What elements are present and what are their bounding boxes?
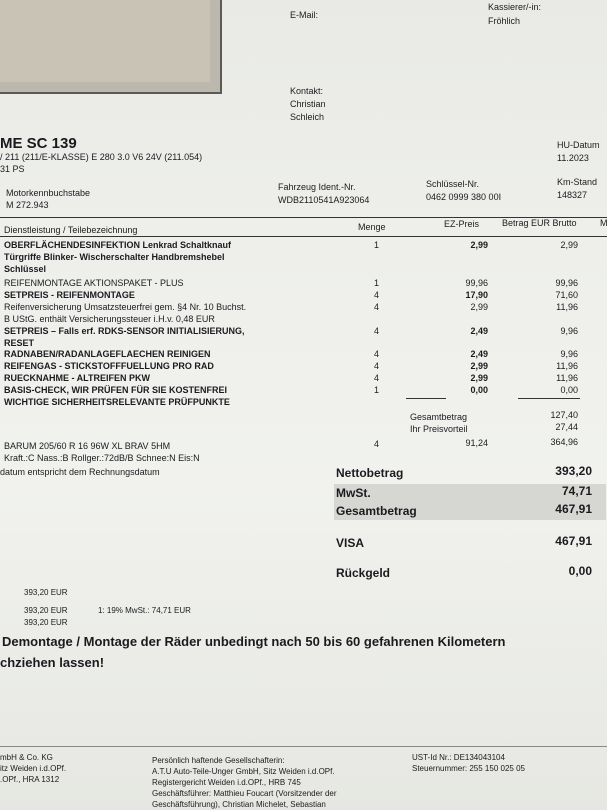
item-desc: SETPREIS - REIFENMONTAGE [4, 290, 135, 300]
tax-line-3: 393,20 EUR [24, 618, 68, 627]
visa-label: VISA [336, 536, 365, 550]
footer-left-3: .OPf., HRA 1312 [0, 775, 60, 784]
tax-line-2a: 393,20 EUR [24, 606, 68, 615]
item-qty: 4 [374, 361, 380, 371]
col-service: Dienstleistung / Teilebezeichnung [4, 225, 138, 235]
item-qty: 1 [374, 385, 380, 395]
footer-right-2: Steuernummer: 255 150 025 05 [412, 764, 525, 773]
item-total: 11,96 [556, 361, 578, 371]
item-price: 0,00 [470, 385, 488, 395]
item-desc: REIFENGAS - STICKSTOFFFUELLUNG PRO RAD [4, 361, 214, 371]
contact-first: Christian [290, 99, 326, 109]
item-total: 11,96 [556, 302, 578, 312]
total-underline [518, 398, 580, 399]
item-total: 71,60 [555, 290, 578, 300]
item-desc: SETPREIS – Falls erf. RDKS-SENSOR INITIALISIERUNG, [4, 326, 245, 336]
footer-left-2: itz Weiden i.d.OPf. [0, 764, 67, 773]
item-total: 9,96 [560, 326, 578, 336]
subtotal-value: 127,40 [550, 410, 578, 420]
item-qty: 4 [374, 302, 380, 312]
hu-value: 11.2023 [557, 153, 589, 163]
ident-value: WDB2110541A923064 [278, 195, 370, 205]
footer-mid-2: A.T.U Auto-Teile-Unger GmbH, Sitz Weiden i.d.OPf. [152, 767, 335, 776]
motor-label: Motorkennbuchstabe [6, 188, 91, 198]
visa-value: 467,91 [555, 534, 592, 548]
contact-label: Kontakt: [290, 86, 324, 96]
cashier-name: Fröhlich [488, 16, 521, 26]
col-m: M [600, 218, 607, 228]
item-total: 2,99 [560, 240, 578, 250]
key-value: 0462 0999 380 00I [426, 192, 502, 202]
mwst-label: MwSt. [336, 486, 371, 500]
notice-line-1: Demontage / Montage der Räder unbedingt nach 50 bis 60 gefahrenen Kilometern [2, 634, 506, 649]
tire-sub: Kraft.:C Nass.:B Rollger.:72dB/B Schnee:N Eis:N [4, 453, 200, 463]
footer-mid-5: Geschäftsführung), Christian Michelet, Sebastian [152, 800, 326, 809]
item-price: 2,49 [470, 326, 488, 336]
ident-label: Fahrzeug Ident.-Nr. [278, 182, 356, 192]
item-qty: 4 [374, 290, 380, 300]
tire-desc: BARUM 205/60 R 16 96W XL BRAV 5HM [4, 441, 171, 451]
email-label: E-Mail: [290, 10, 319, 20]
footer-mid-1: Persönlich haftende Gesellschafterin: [152, 756, 285, 765]
motor-value: M 272.943 [6, 200, 49, 210]
item-total: 9,96 [560, 349, 578, 359]
footer-right-1: UST-Id Nr.: DE134043104 [412, 753, 505, 762]
tire-price: 91,24 [465, 438, 488, 448]
subtotal-label: Gesamtbetrag [410, 412, 468, 422]
date-note: datum entspricht dem Rechnungsdatum [0, 467, 160, 477]
footer-left-1: mbH & Co. KG [0, 753, 53, 762]
km-value: 148327 [557, 190, 588, 200]
vehicle-model: / 211 (211/E-KLASSE) E 280 3.0 V6 24V (211.054) [0, 152, 203, 162]
km-label: Km-Stand [557, 177, 598, 187]
item-qty: 4 [374, 326, 380, 336]
col-total: Betrag EUR Brutto [502, 218, 577, 228]
item-price: 2,99 [470, 361, 488, 371]
notice-line-2: chziehen lassen! [0, 655, 105, 670]
item-total: 11,96 [556, 373, 578, 383]
item-desc: WICHTIGE SICHERHEITSRELEVANTE PRÜFPUNKTE [4, 397, 230, 407]
table-header-rule [0, 236, 607, 237]
netto-label: Nettobetrag [336, 466, 404, 480]
item-desc: Türgriffe Blinker- Wischerschalter Handbremshebel [4, 252, 225, 262]
item-price: 17,90 [465, 290, 488, 300]
item-total: 99,96 [555, 278, 578, 288]
tax-line-1: 393,20 EUR [24, 588, 68, 597]
change-value: 0,00 [568, 564, 592, 578]
key-label: Schlüssel-Nr. [426, 179, 480, 189]
footer-mid-3: Registergericht Weiden i.d.OPf., HRB 745 [152, 778, 301, 787]
item-price: 2,99 [470, 240, 488, 250]
gesamt-label: Gesamtbetrag [336, 504, 417, 518]
col-qty: Menge [358, 222, 386, 232]
tire-qty: 4 [374, 439, 380, 449]
item-desc: Reifenversicherung Umsatzsteuerfrei gem. §4 Nr. 10 Buchst. [4, 302, 247, 312]
item-desc: B UStG. enthält Versicherungssteuer i.H.v. 0,48 EUR [4, 314, 215, 324]
price-underline [406, 398, 446, 399]
item-desc: RUECKNAHME - ALTREIFEN PKW [4, 373, 150, 383]
item-qty: 4 [374, 349, 380, 359]
contact-last: Schleich [290, 112, 325, 122]
item-desc: RESET [4, 338, 35, 348]
vehicle-title: ME SC 139 [0, 135, 77, 152]
item-desc: BASIS-CHECK, WIR PRÜFEN FÜR SIE KOSTENFREI [4, 385, 228, 395]
item-total: 0,00 [560, 385, 578, 395]
savings-label: Ihr Preisvorteil [410, 424, 468, 434]
item-qty: 1 [374, 240, 380, 250]
footer-mid-4: Geschäftsführer: Matthieu Foucart (Vorsitzender der [152, 789, 337, 798]
vehicle-ps: 31 PS [0, 164, 25, 174]
hu-label: HU-Datum [557, 140, 600, 150]
item-qty: 4 [374, 373, 380, 383]
footer-rule [0, 746, 607, 747]
item-desc: RADNABEN/RADANLAGEFLAECHEN REINIGEN [4, 349, 211, 359]
mwst-value: 74,71 [561, 484, 592, 498]
item-price: 2,99 [470, 302, 488, 312]
tax-line-2b: 1: 19% MwSt.: 74,71 EUR [98, 606, 191, 615]
netto-value: 393,20 [555, 464, 592, 478]
savings-value: 27,44 [555, 422, 578, 432]
item-desc: REIFENMONTAGE AKTIONSPAKET - PLUS [4, 278, 184, 288]
col-price: EZ-Preis [444, 219, 480, 229]
item-desc: OBERFLÄCHENDESINFEKTION Lenkrad Schaltknauf [4, 240, 232, 250]
item-qty: 1 [374, 278, 380, 288]
item-price: 2,99 [470, 373, 488, 383]
item-desc: Schlüssel [4, 264, 47, 274]
change-label: Rückgeld [336, 566, 391, 580]
item-price: 2,49 [470, 349, 488, 359]
cashier-label: Kassierer/-in: [488, 2, 542, 12]
photo-placeholder [0, 0, 222, 94]
tire-total: 364,96 [550, 437, 578, 447]
item-price: 99,96 [465, 278, 488, 288]
gesamt-value: 467,91 [555, 502, 592, 516]
